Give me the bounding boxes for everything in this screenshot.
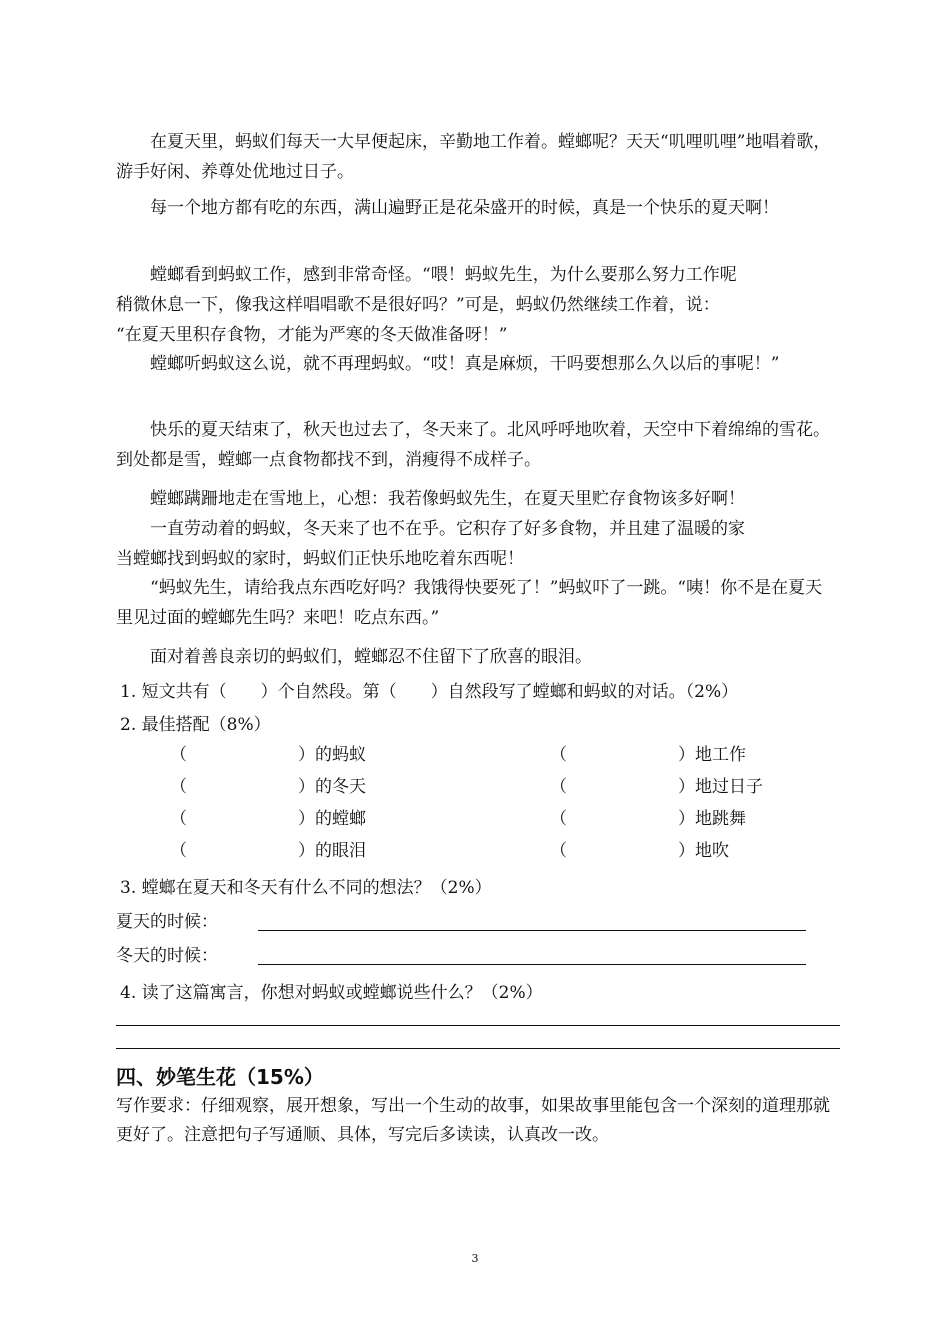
pair-left-text: ）的眼泪 <box>298 841 366 861</box>
pair-right-text: ）地工作 <box>678 745 746 765</box>
story-paragraph-8: “蚂蚁先生，请给我点东西吃好吗？我饿得快要死了！”蚂蚁吓了一跳。“咦！你不是在夏天里见过面的螳螂先生吗？来吧！吃点东西。” <box>116 578 823 628</box>
summer-answer-line[interactable] <box>258 930 806 931</box>
pair-right-text: ）地吹 <box>678 841 729 861</box>
blank-open: （ <box>170 777 187 797</box>
question-4: 4. 读了这篇寓言，你想对蚂蚁或螳螂说些什么？（2%） <box>120 983 543 1003</box>
blank-open: （ <box>170 745 187 765</box>
story-paragraph-4: 螳螂听蚂蚁这么说，就不再理蚂蚁。“哎！真是麻烦，干吗要想那么久以后的事呢！” <box>150 354 780 374</box>
writing-requirement: 写作要求：仔细观察，展开想象，写出一个生动的故事，如果故事里能包含一个深刻的道理那就更好了。注意把句子写通顺、具体，写完后多读读，认真改一改。 <box>116 1096 830 1145</box>
story-paragraph-7-line-2: 当螳螂找到蚂蚁的家时，蚂蚁们正快乐地吃着东西呢！ <box>116 549 524 569</box>
blank-open: （ <box>550 777 567 797</box>
section-4-heading: 四、妙笔生花（15%） <box>116 1065 324 1089</box>
blank-open: （ <box>550 745 567 765</box>
winter-answer-line[interactable] <box>258 964 806 965</box>
question-2: 2. 最佳搭配（8%） <box>120 715 271 735</box>
story-paragraph-5: 快乐的夏天结束了，秋天也过去了，冬天来了。北风呼呼地吹着，天空中下着绵绵的雪花。到处都是雪，螳螂一点食物都找不到，消瘦得不成样子。 <box>116 420 830 470</box>
pair-row <box>170 836 810 866</box>
story-paragraph-3-line-2: 稍微休息一下，像我这样唱唱歌不是很好吗？”可是，蚂蚁仍然继续工作着，说： <box>116 295 720 315</box>
pair-left-text: ）的冬天 <box>298 777 366 797</box>
summer-label: 夏天的时候： <box>116 912 218 932</box>
blank-open: （ <box>550 809 567 829</box>
page-number: 3 <box>471 1252 479 1265</box>
pair-right-text: ）地过日子 <box>678 777 763 797</box>
pair-left-text: ）的蚂蚁 <box>298 745 366 765</box>
q4-answer-line-2[interactable] <box>116 1048 840 1049</box>
question-3: 3. 螳螂在夏天和冬天有什么不同的想法？（2%） <box>120 878 492 898</box>
q4-answer-line-1[interactable] <box>116 1025 840 1026</box>
story-paragraph-3-line-3: “在夏天里积存食物，才能为严寒的冬天做准备呀！” <box>116 325 508 345</box>
blank-open: （ <box>170 841 187 861</box>
pair-left-text: ）的螳螂 <box>298 809 366 829</box>
story-paragraph-1: 在夏天里，蚂蚁们每天一大早便起床，辛勤地工作着。螳螂呢？天天“叽哩叽哩”地唱着歌，游手好闲、养尊处优地过日子。 <box>116 132 831 182</box>
story-paragraph-9: 面对着善良亲切的蚂蚁们，螳螂忍不住留下了欣喜的眼泪。 <box>150 647 592 667</box>
question-1: 1. 短文共有（ ）个自然段。第（ ）自然段写了螳螂和蚂蚁的对话。（2%） <box>120 682 739 702</box>
pair-row <box>170 804 810 834</box>
pair-row <box>170 772 810 802</box>
pair-right-text: ）地跳舞 <box>678 809 746 829</box>
story-paragraph-3-line-1: 螳螂看到蚂蚁工作，感到非常奇怪。“喂！蚂蚁先生，为什么要那么努力工作呢 <box>150 265 737 285</box>
story-paragraph-2: 每一个地方都有吃的东西，满山遍野正是花朵盛开的时候，真是一个快乐的夏天啊！ <box>150 198 779 218</box>
pair-row <box>170 740 810 770</box>
story-paragraph-6: 螳螂蹒跚地走在雪地上，心想：我若像蚂蚁先生，在夏天里贮存食物该多好啊！ <box>150 489 745 509</box>
winter-label: 冬天的时候： <box>116 946 218 966</box>
blank-open: （ <box>550 841 567 861</box>
story-paragraph-7-line-1: 一直劳动着的蚂蚁，冬天来了也不在乎。它积存了好多食物，并且建了温暖的家 <box>150 519 745 539</box>
blank-open: （ <box>170 809 187 829</box>
